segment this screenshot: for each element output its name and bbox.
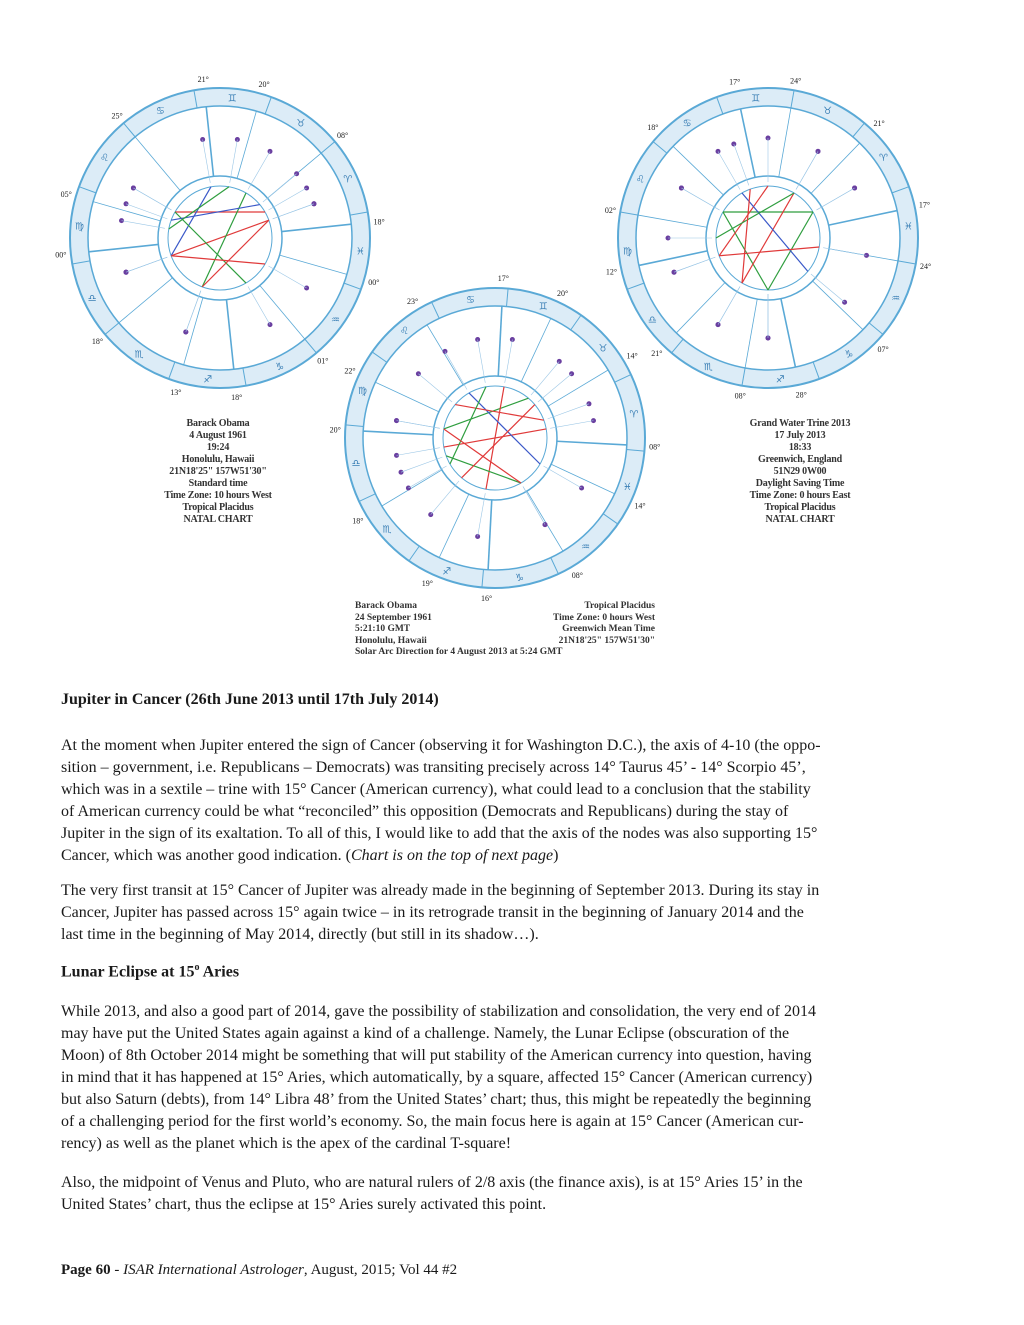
text-line: Cancer, Jupiter has passed across 15° again twice – in its retrograde transit in the beginning of January 2014 and the: [61, 904, 804, 921]
cusp-degree-label: 16°: [481, 593, 493, 603]
text-line: in mind that it has happened at 15° Aries, which automatically, by a square, affected 15° Cancer (American currency): [61, 1069, 813, 1086]
paragraph-eclipse-2: [61, 1172, 941, 1216]
zodiac-sign-glyph: ♑: [515, 572, 524, 584]
page-number: Page 60: [61, 1262, 111, 1278]
text-line: [61, 845, 941, 867]
zodiac-sign-glyph: ♐: [775, 374, 785, 386]
zodiac-sign-glyph: ♐: [203, 374, 213, 386]
caption-line: Tropical Placidus: [584, 601, 655, 611]
zodiac-sign-glyph: ♈: [343, 174, 353, 186]
zodiac-sign-glyph: ♌: [100, 153, 109, 165]
text-line: may have put the United States again against a kind of a challenge. Namely, the Lunar Eclipse (obscuration of the: [61, 1025, 790, 1042]
caption-line: Barack Obama: [186, 418, 250, 429]
caption-line: 5:21:10 GMT: [355, 624, 411, 634]
trine-wheel: [604, 76, 932, 401]
footer-sep: -: [110, 1262, 124, 1278]
zodiac-sign-glyph: ♓: [903, 221, 913, 233]
caption-line: Time Zone: 0 hours West: [552, 612, 655, 623]
cusp-degree-label: 17°: [918, 200, 931, 210]
chart-reference: Chart is on the top of next page: [350, 847, 554, 864]
caption-line: Standard time: [188, 478, 248, 489]
caption-line: 18:33: [788, 442, 812, 453]
cusp-degree-label: 28°: [795, 390, 807, 400]
text-line: United States’ chart, thus the eclipse at 15° Aries surely activated this point.: [61, 1196, 547, 1213]
text-span: ): [553, 847, 559, 864]
zodiac-sign-glyph: ♏: [382, 524, 392, 536]
issue-info: , August, 2015; Vol 44 #2: [303, 1262, 458, 1278]
caption-line: 21N18'25" 157W51'30": [169, 466, 267, 477]
caption-line: Barack Obama: [355, 601, 418, 611]
cusp-degree-label: 18°: [373, 217, 385, 227]
caption-line: 17 July 2013: [774, 430, 826, 441]
chart-grand-water-trine-caption: [700, 418, 900, 526]
cusp-degree-label: 22°: [344, 366, 356, 376]
zodiac-sign-glyph: ♊: [751, 93, 761, 105]
caption-line: 4 August 1961: [189, 430, 247, 441]
zodiac-sign-glyph: ♍: [623, 246, 633, 258]
cusp-degree-label: 23°: [406, 296, 419, 306]
text-line: At the moment when Jupiter entered the sign of Cancer (observing it for Washington D.C.), the axis of 4-10 (the oppo-: [61, 737, 821, 754]
zodiac-sign-glyph: ♈: [629, 409, 639, 421]
cusp-degree-label: 18°: [231, 393, 243, 403]
cusp-degree-label: 20°: [258, 80, 270, 90]
zodiac-sign-glyph: ♏: [134, 349, 144, 361]
publication-name: ISAR International Astrologer: [123, 1262, 304, 1278]
cusp-degree-label: 25°: [111, 111, 123, 121]
planet-marker: [399, 470, 404, 475]
cusp-degree-label: 08°: [336, 131, 349, 141]
zodiac-sign-glyph: ♏: [703, 361, 713, 373]
planet-marker: [731, 142, 736, 147]
caption-line: Honolulu, Hawaii: [355, 635, 427, 646]
zodiac-sign-glyph: ♓: [355, 246, 365, 258]
heading-text: Aries: [199, 963, 240, 981]
cusp-degree-label: 19°: [421, 579, 433, 589]
page-footer: [61, 1262, 457, 1279]
cusp-degree-label: 18°: [352, 516, 364, 526]
zodiac-sign-glyph: ♊: [227, 93, 237, 105]
text-line: Moon) of 8th October 2014 might be something that will put stability of the American currency into question, having: [61, 1047, 812, 1064]
text-line: of American currency could be what “reconciled” this opposition (Democrats and Republicans) during the stay of: [61, 803, 789, 820]
cusp-degree-label: 14°: [626, 351, 638, 361]
zodiac-sign-glyph: ♋: [155, 106, 165, 118]
cusp-degree-label: 21°: [651, 349, 663, 359]
zodiac-sign-glyph: ♋: [682, 118, 692, 130]
cusp-degree-label: 00°: [55, 250, 67, 260]
caption-line: 21N18'25" 157W51'30": [558, 635, 655, 646]
cusp-degree-label: 01°: [317, 356, 329, 366]
cusp-degree-label: 17°: [497, 274, 509, 284]
caption-line: Tropical Placidus: [764, 502, 836, 513]
cusp-degree-label: 17°: [729, 77, 741, 87]
paragraph-eclipse-1: [61, 1001, 941, 1155]
zodiac-sign-glyph: ♉: [823, 106, 833, 118]
text-line: rency) as well as the planet which is the apex of the cardinal T-square!: [61, 1135, 512, 1152]
cusp-degree-label: 00°: [368, 278, 380, 288]
cusp-degree-label: 12°: [605, 267, 618, 277]
caption-line: Time Zone: 10 hours West: [164, 490, 272, 501]
chart-grand-water-trine: [604, 76, 932, 401]
chart-obama-natal-caption: [118, 418, 318, 526]
natal-wheel: [55, 74, 385, 403]
zodiac-sign-glyph: ♒: [891, 293, 901, 305]
paragraph-jupiter-2: [61, 880, 941, 946]
degree-sup: o: [194, 962, 200, 973]
planet-marker: [124, 270, 129, 275]
zodiac-sign-glyph: ♐: [442, 566, 452, 578]
cusp-degree-label: 07°: [877, 345, 889, 355]
heading-text: Lunar Eclipse at 15: [61, 963, 195, 981]
zodiac-sign-glyph: ♍: [358, 385, 367, 397]
text-line: Jupiter in the sign of its exaltation. To all of this, I would like to add that the axis of the nodes was also supporting 15°: [61, 825, 818, 842]
cusp-degree-label: 24°: [919, 261, 932, 271]
chart-obama-natal: [55, 74, 385, 403]
cusp-degree-label: 21°: [873, 118, 885, 128]
cusp-degree-label: 24°: [790, 76, 802, 86]
caption-line: 19:24: [206, 442, 230, 453]
cusp-degree-label: 14°: [634, 501, 646, 511]
text-line: While 2013, and also a good part of 2014, gave the possibility of stabilization and consolidation, the very end of 2014: [61, 1003, 816, 1020]
cusp-degree-label: 20°: [329, 425, 341, 435]
zodiac-sign-glyph: ♋: [466, 295, 475, 307]
section-heading-lunar-eclipse: [61, 962, 239, 981]
text-span: Cancer, which was another good indication. (: [61, 847, 351, 864]
zodiac-sign-glyph: ♎: [87, 293, 97, 305]
caption-line: NATAL CHART: [183, 514, 253, 525]
cusp-degree-label: 21°: [197, 74, 209, 84]
text-line: which was in a sextile – trine with 15° Cancer (American currency), what could lead to a conclusion that the stability: [61, 781, 811, 798]
caption-line: Honolulu, Hawaii: [181, 454, 255, 465]
zodiac-sign-glyph: ♓: [623, 482, 632, 494]
cusp-degree-label: 05°: [60, 189, 72, 199]
caption-line: Daylight Saving Time: [755, 478, 845, 489]
caption-line: 24 September 1961: [355, 612, 432, 623]
cusp-degree-label: 18°: [91, 336, 104, 346]
text-line: of a challenging period for the first world’s economy. So, the main focus here is again at 15° Cancer (American cur-: [61, 1113, 804, 1130]
zodiac-sign-glyph: ♎: [648, 314, 657, 326]
paragraph-jupiter-1: [61, 735, 941, 867]
caption-line: Tropical Placidus: [182, 502, 254, 513]
planet-marker: [124, 201, 129, 206]
cusp-degree-label: 20°: [557, 288, 569, 298]
caption-line: Greenwich Mean Time: [562, 624, 655, 634]
zodiac-sign-glyph: ♎: [351, 458, 361, 470]
cusp-degree-label: 02°: [604, 206, 617, 216]
zodiac-sign-glyph: ♌: [635, 174, 645, 186]
text-line: last time in the beginning of May 2014, directly (but still in its shadow…).: [61, 926, 539, 943]
zodiac-sign-glyph: ♍: [75, 221, 85, 233]
caption-line: 51N29 0W00: [773, 466, 827, 477]
cusp-degree-label: 08°: [649, 442, 661, 452]
cusp-degree-label: 18°: [647, 122, 659, 132]
zodiac-sign-glyph: ♑: [275, 361, 285, 373]
zodiac-sign-glyph: ♒: [581, 542, 591, 554]
text-line: sition – government, i.e. Republicans – Democrats) was transiting precisely across 14° Taurus 45’ - 14° Scorpio 45’,: [61, 759, 806, 776]
cusp-degree-label: 08°: [734, 391, 746, 401]
text-line: The very first transit at 15° Cancer of Jupiter was already made in the beginning of September 2013. During its stay in: [61, 882, 820, 899]
chart-obama-solar-arc-caption-right: [520, 601, 655, 647]
cusp-degree-label: 13°: [170, 387, 182, 397]
caption-line: Time Zone: 0 hours East: [749, 490, 851, 501]
zodiac-sign-glyph: ♊: [538, 301, 548, 313]
zodiac-sign-glyph: ♉: [296, 118, 306, 130]
cusp-degree-label: 08°: [571, 571, 584, 581]
zodiac-sign-glyph: ♒: [331, 314, 340, 326]
caption-line: Grand Water Trine 2013: [749, 418, 851, 429]
caption-line: Greenwich, England: [757, 454, 842, 465]
caption-line: Solar Arc Direction for 4 August 2013 at 5:24 GMT: [355, 647, 563, 657]
section-heading-jupiter: Jupiter in Cancer (26th June 2013 until 17th July 2014): [61, 691, 439, 708]
text-line: but also Saturn (debts), from 14° Libra 48’ from the United States’ chart; thus, this might be repeatedly the beginning: [61, 1091, 812, 1108]
zodiac-sign-glyph: ♈: [879, 153, 888, 165]
zodiac-sign-glyph: ♉: [598, 343, 608, 355]
text-line: Also, the midpoint of Venus and Pluto, who are natural rulers of 2/8 axis (the finance axis), is at 15° Aries 15’ in the: [61, 1174, 803, 1191]
zodiac-sign-glyph: ♑: [844, 349, 854, 361]
caption-line: NATAL CHART: [765, 514, 835, 525]
zodiac-sign-glyph: ♌: [399, 325, 409, 337]
